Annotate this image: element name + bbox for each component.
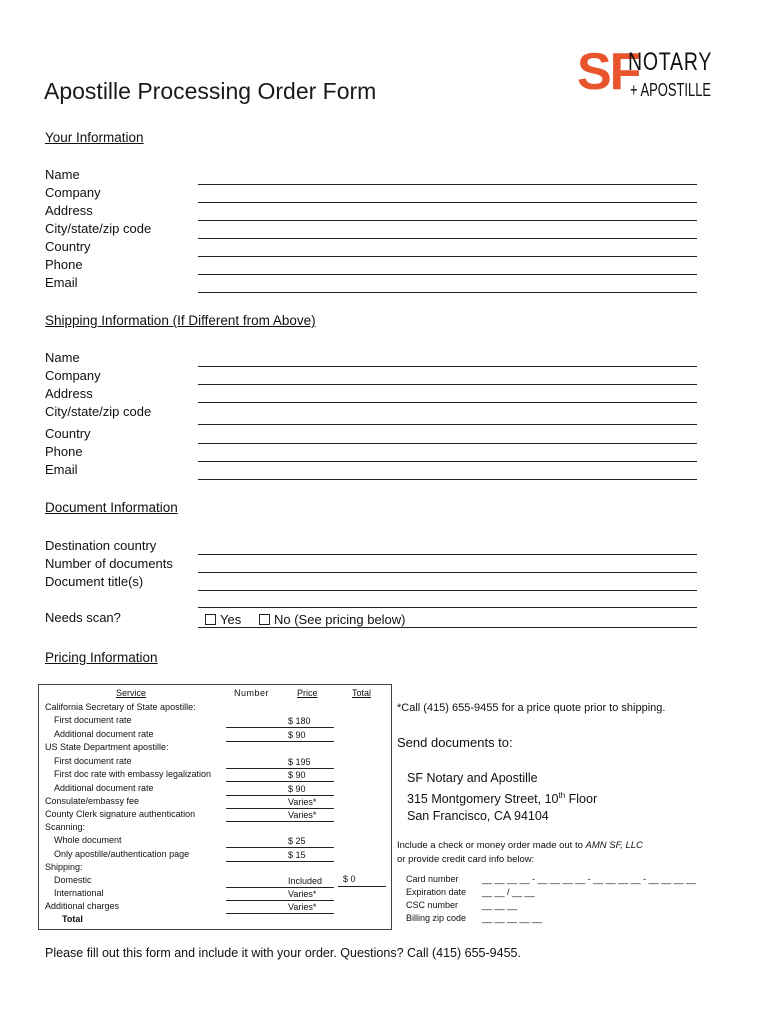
card-labels xyxy=(406,873,466,925)
your-info-heading: Your Information xyxy=(45,130,144,145)
destination-country-field[interactable] xyxy=(198,554,697,555)
shipping-phone-label: Phone xyxy=(45,444,83,459)
pricing-row-service: International xyxy=(54,888,104,898)
pricing-row-price: $ 180 xyxy=(288,716,311,726)
your-info-city-field[interactable] xyxy=(198,238,697,239)
expiration-date-field[interactable]: __ __ / __ __ xyxy=(482,887,535,897)
shipping-address-field[interactable] xyxy=(198,402,697,403)
destination-country-label: Destination country xyxy=(45,538,157,553)
pricing-row-service: Scanning: xyxy=(45,822,86,832)
logo-notary: NOTARY xyxy=(628,48,713,76)
mailing-address xyxy=(407,770,597,825)
shipping-country-field[interactable] xyxy=(198,443,697,444)
pricing-row-number-field[interactable] xyxy=(226,821,334,822)
card-number-label: Card number xyxy=(406,874,459,884)
document-titles-field[interactable] xyxy=(198,590,697,591)
pricing-row-service: Shipping: xyxy=(45,862,83,872)
csc-number-field[interactable]: __ __ __ xyxy=(482,900,518,910)
shipping-city-label: City/state/zip code xyxy=(45,404,152,419)
needs-scan-line xyxy=(198,627,697,628)
your-info-name-label: Name xyxy=(45,167,80,182)
pricing-row-number-field[interactable] xyxy=(226,795,334,796)
pricing-row-service: Total xyxy=(62,914,83,924)
your-info-phone-field[interactable] xyxy=(198,274,697,275)
needs-scan-label: Needs scan? xyxy=(45,610,121,625)
pricing-row-service: Only apostille/authentication page xyxy=(54,849,190,859)
price-quote-note: *Call (415) 655-9455 for a price quote prior to shipping. xyxy=(397,702,666,714)
pricing-col-number: Number xyxy=(234,688,270,698)
shipping-email-field[interactable] xyxy=(198,479,697,480)
pricing-row-number-field[interactable] xyxy=(226,887,334,888)
scan-no-checkbox[interactable] xyxy=(259,614,270,625)
your-info-address-label: Address xyxy=(45,203,93,218)
pricing-row-service: US State Department apostille: xyxy=(45,742,169,752)
scan-yes-label: Yes xyxy=(220,612,242,627)
number-of-documents-field[interactable] xyxy=(198,572,697,573)
your-info-address-field[interactable] xyxy=(198,220,697,221)
your-info-country-label: Country xyxy=(45,239,91,254)
shipping-info-labels xyxy=(45,349,151,479)
document-info-labels xyxy=(45,537,173,591)
card-masks xyxy=(482,873,696,925)
pricing-row-number-field[interactable] xyxy=(226,913,334,914)
document-titles-field-2[interactable] xyxy=(198,607,697,608)
your-info-email-field[interactable] xyxy=(198,292,697,293)
pricing-row-service: Domestic xyxy=(54,875,92,885)
shipping-address-label: Address xyxy=(45,386,93,401)
logo-apostille: + APOSTILLE xyxy=(630,80,712,100)
pricing-row-price: $ 90 xyxy=(288,784,306,794)
pricing-row-service: Whole document xyxy=(54,835,122,845)
pricing-row-price: Included xyxy=(288,876,323,886)
send-documents-heading: Send documents to: xyxy=(397,735,513,750)
pricing-row-price: $ 25 xyxy=(288,836,306,846)
pricing-row-service: County Clerk signature authentication xyxy=(45,809,196,819)
shipping-phone-field[interactable] xyxy=(198,461,697,462)
pricing-row-price: $ 195 xyxy=(288,757,311,767)
pricing-row-service: First doc rate with embassy legalization xyxy=(54,769,212,779)
address-line-1: SF Notary and Apostille xyxy=(407,771,538,785)
your-info-labels xyxy=(45,166,151,292)
pricing-col-price: Price xyxy=(297,688,318,698)
pricing-info-heading: Pricing Information xyxy=(45,650,158,665)
your-info-email-label: Email xyxy=(45,275,78,290)
pricing-col-service: Service xyxy=(116,688,147,698)
shipping-city-field[interactable] xyxy=(198,424,697,425)
pricing-row-number-field[interactable] xyxy=(226,727,334,728)
pricing-row-price: $ 15 xyxy=(288,850,306,860)
pricing-row-service: First document rate xyxy=(54,715,132,725)
billing-zip-label: Billing zip code xyxy=(406,913,467,923)
document-info-heading: Document Information xyxy=(45,500,178,515)
csc-number-label: CSC number xyxy=(406,900,459,910)
pricing-row-number-field[interactable] xyxy=(226,768,334,769)
shipping-info-heading: Shipping Information (If Different from Above) xyxy=(45,313,316,328)
shipping-email-label: Email xyxy=(45,462,78,477)
address-line-3: San Francisco, CA 94104 xyxy=(407,809,549,824)
pricing-row-service: Consulate/embassy fee xyxy=(45,796,140,806)
expiration-date-label: Expiration date xyxy=(406,887,467,897)
payment-note: Include a check or money order made out to AMN SF, LLC or provide credit card info below: xyxy=(397,840,643,865)
card-number-field[interactable]: __ __ __ __ - __ __ __ __ - __ __ __ __ - __ __ __ __ xyxy=(482,874,697,884)
scan-yes-checkbox[interactable] xyxy=(205,614,216,625)
your-info-phone-label: Phone xyxy=(45,257,83,272)
scan-no-label: No (See pricing below) xyxy=(274,612,406,627)
pricing-row-number-field[interactable] xyxy=(226,781,334,782)
pricing-total-value: $ 0 xyxy=(343,874,356,884)
your-info-company-field[interactable] xyxy=(198,202,697,203)
your-info-city-label: City/state/zip code xyxy=(45,221,152,236)
pricing-row-price: Varies* xyxy=(288,889,317,899)
logo-sf: SF xyxy=(577,43,640,101)
number-of-documents-label: Number of documents xyxy=(45,556,173,571)
pricing-row-number-field[interactable] xyxy=(226,900,334,901)
your-info-name-field[interactable] xyxy=(198,184,697,185)
pricing-row-number-field[interactable] xyxy=(226,808,334,809)
shipping-name-label: Name xyxy=(45,350,80,365)
pricing-row-price: Varies* xyxy=(288,810,317,820)
shipping-name-field[interactable] xyxy=(198,366,697,367)
pricing-row-price: $ 90 xyxy=(288,730,306,740)
shipping-company-field[interactable] xyxy=(198,384,697,385)
payment-payee: AMN SF, LLC xyxy=(585,840,643,851)
document-titles-label: Document title(s) xyxy=(45,574,144,589)
pricing-row-service: Additional charges xyxy=(45,901,120,911)
pricing-row-number-field[interactable] xyxy=(226,861,334,862)
pricing-row-service: Additional document rate xyxy=(54,783,154,793)
billing-zip-field[interactable]: __ __ __ __ __ xyxy=(482,913,543,923)
shipping-country-label: Country xyxy=(45,426,91,441)
pricing-row-service: Additional document rate xyxy=(54,729,154,739)
address-line-2: 315 Montgomery Street, 10th Floor xyxy=(407,791,598,807)
company-logo xyxy=(577,43,713,108)
pricing-row-price: Varies* xyxy=(288,797,317,807)
pricing-row-service: California Secretary of State apostille: xyxy=(45,702,196,712)
pricing-row-price: Varies* xyxy=(288,902,317,912)
pricing-row-price: $ 90 xyxy=(288,770,306,780)
footer-instructions: Please fill out this form and include it with your order. Questions? Call (415) 655-9455. xyxy=(45,946,521,960)
your-info-country-field[interactable] xyxy=(198,256,697,257)
your-info-company-label: Company xyxy=(45,185,101,200)
page-title: Apostille Processing Order Form xyxy=(44,78,377,104)
pricing-col-total: Total xyxy=(352,688,372,698)
pricing-total-line xyxy=(338,886,386,887)
shipping-company-label: Company xyxy=(45,368,101,383)
pricing-row-service: First document rate xyxy=(54,756,132,766)
pricing-row-number-field[interactable] xyxy=(226,741,334,742)
pricing-row-number-field[interactable] xyxy=(226,847,334,848)
